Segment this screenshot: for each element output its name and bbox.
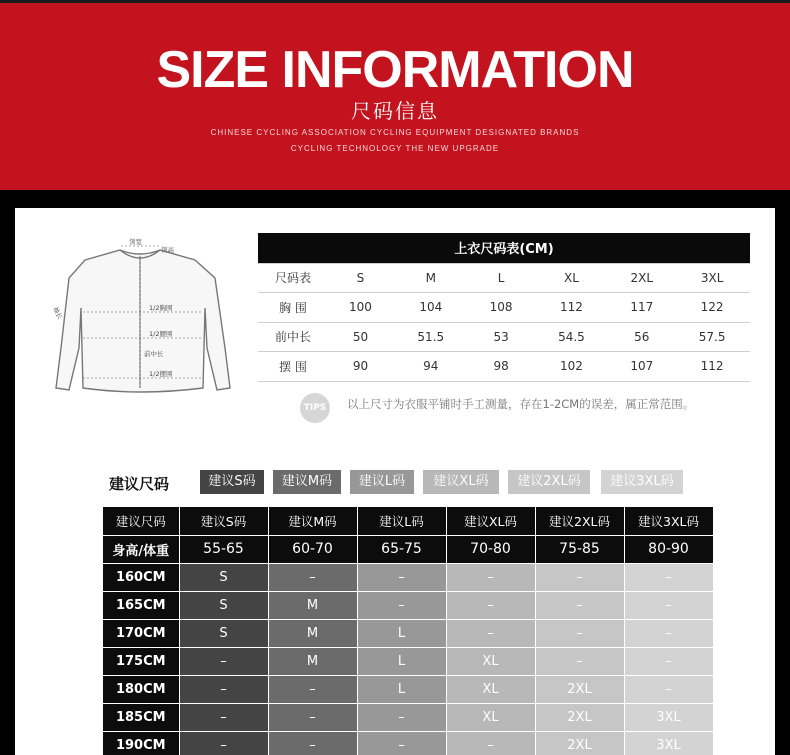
- top-table-header: 2XL: [609, 263, 674, 293]
- header-banner: [0, 0, 790, 190]
- recommend-cell: –: [535, 619, 624, 647]
- top-table-header: M: [393, 263, 469, 293]
- top-table-title: 上衣尺码表(CM): [258, 233, 750, 263]
- top-size-table: [258, 233, 750, 382]
- recommend-cell: –: [624, 591, 713, 619]
- top-table-cell: 90: [328, 352, 393, 382]
- top-table-cell: 117: [609, 293, 674, 323]
- top-table-cell: 54.5: [534, 322, 610, 352]
- tips-badge: TIPS: [300, 393, 330, 423]
- recommend-cell: S: [179, 591, 268, 619]
- top-table-header: S: [328, 263, 393, 293]
- jersey-label-collar: 领宽: [129, 238, 142, 246]
- top-table-cell: 102: [534, 352, 610, 382]
- top-table-row: [258, 352, 750, 382]
- recommend-weight-row: [103, 535, 713, 563]
- top-table-header: 尺码表: [258, 263, 328, 293]
- recommend-cell: –: [268, 675, 357, 703]
- recommend-title: 建议尺码: [109, 475, 170, 493]
- recommend-height-cell: 170CM: [103, 619, 179, 647]
- top-table-cell: 51.5: [393, 322, 469, 352]
- recommend-cell: –: [268, 563, 357, 591]
- recommend-table: [103, 507, 714, 755]
- chip-size-2xl: 建议2XL码: [508, 470, 590, 494]
- content-panel: [15, 208, 775, 755]
- chip-size-l: 建议L码: [350, 470, 414, 494]
- page-title: SIZE INFORMATION: [156, 41, 634, 99]
- top-table-cell: 53: [469, 322, 534, 352]
- recommend-cell: L: [357, 675, 446, 703]
- recommend-cell: 2XL: [535, 731, 624, 755]
- recommend-weight-cell: 80-90: [624, 535, 713, 563]
- top-table-cell: 前中长: [258, 322, 328, 352]
- recommend-cell: –: [268, 703, 357, 731]
- recommend-weight-cell: 70-80: [446, 535, 535, 563]
- recommend-height-cell: 165CM: [103, 591, 179, 619]
- header-tagline-1: CHINESE CYCLING ASSOCIATION CYCLING EQUIPMENT DESIGNATED BRANDS: [210, 128, 580, 137]
- recommend-cell: –: [446, 563, 535, 591]
- top-table-cell: 50: [328, 322, 393, 352]
- recommend-cell: S: [179, 563, 268, 591]
- top-table-header-row: [258, 263, 750, 293]
- recommend-height-cell: 180CM: [103, 675, 179, 703]
- jersey-label-sleeve: 袖长: [51, 305, 64, 321]
- recommend-cell: –: [179, 703, 268, 731]
- top-table-cell: 57.5: [674, 322, 750, 352]
- jersey-diagram: [25, 238, 255, 403]
- recommend-cell: XL: [446, 675, 535, 703]
- recommend-head-cell: 建议S码: [179, 507, 268, 535]
- recommend-head-cell: 建议L码: [357, 507, 446, 535]
- chip-size-s: 建议S码: [200, 470, 264, 494]
- tips-text: 以上尺寸为衣服平铺时手工测量，存在1-2CM的误差，属正常范围。: [347, 397, 695, 411]
- recommend-row: [103, 647, 713, 675]
- top-table-row: [258, 322, 750, 352]
- recommend-cell: –: [624, 619, 713, 647]
- recommend-cell: –: [624, 675, 713, 703]
- top-table-header: L: [469, 263, 534, 293]
- recommend-head-cell: 建议尺码: [103, 507, 179, 535]
- top-table-cell: 107: [609, 352, 674, 382]
- top-table-cell: 108: [469, 293, 534, 323]
- top-table-cell: 56: [609, 322, 674, 352]
- recommend-head-cell: 建议M码: [268, 507, 357, 535]
- recommend-weight-cell: 75-85: [535, 535, 624, 563]
- recommend-head-cell: 建议3XL码: [624, 507, 713, 535]
- recommend-height-cell: 185CM: [103, 703, 179, 731]
- recommend-cell: –: [624, 563, 713, 591]
- top-table-cell: 112: [534, 293, 610, 323]
- top-table-cell: 112: [674, 352, 750, 382]
- recommend-cell: –: [446, 591, 535, 619]
- top-table-cell: 胸 围: [258, 293, 328, 323]
- header-top-line: [0, 0, 790, 3]
- jersey-label-hem: 1/2摆围: [149, 370, 173, 378]
- recommend-cell: –: [446, 731, 535, 755]
- recommend-head-cell: 建议XL码: [446, 507, 535, 535]
- recommend-cell: M: [268, 591, 357, 619]
- jersey-label-collar-height: 领高: [161, 246, 174, 254]
- top-table-row: [258, 293, 750, 323]
- recommend-weight-cell: 身高/体重: [103, 535, 179, 563]
- recommend-cell: –: [179, 731, 268, 755]
- recommend-cell: L: [357, 647, 446, 675]
- recommend-cell: –: [535, 563, 624, 591]
- recommend-height-cell: 190CM: [103, 731, 179, 755]
- chip-size-xl: 建议XL码: [423, 470, 499, 494]
- top-table-cell: 104: [393, 293, 469, 323]
- page-subtitle-cn: 尺码信息: [351, 99, 439, 123]
- recommend-head-row: [103, 507, 713, 535]
- header-tagline-2: CYCLING TECHNOLOGY THE NEW UPGRADE: [290, 144, 500, 153]
- recommend-cell: –: [446, 619, 535, 647]
- recommend-cell: XL: [446, 647, 535, 675]
- recommend-weight-cell: 65-75: [357, 535, 446, 563]
- recommend-row: [103, 619, 713, 647]
- recommend-cell: –: [624, 647, 713, 675]
- recommend-height-cell: 160CM: [103, 563, 179, 591]
- jersey-label-front: 前中长: [144, 350, 164, 358]
- recommend-row: [103, 703, 713, 731]
- recommend-cell: XL: [446, 703, 535, 731]
- jersey-label-waist: 1/2腰围: [149, 330, 173, 338]
- recommend-cell: 2XL: [535, 675, 624, 703]
- recommend-cell: M: [268, 619, 357, 647]
- jersey-label-chest: 1/2胸围: [149, 304, 173, 312]
- recommend-cell: –: [535, 647, 624, 675]
- recommend-cell: 2XL: [535, 703, 624, 731]
- recommend-head-cell: 建议2XL码: [535, 507, 624, 535]
- recommend-cell: –: [268, 731, 357, 755]
- recommend-cell: M: [268, 647, 357, 675]
- recommend-cell: –: [179, 675, 268, 703]
- top-table-cell: 摆 围: [258, 352, 328, 382]
- recommend-height-cell: 175CM: [103, 647, 179, 675]
- recommend-cell: –: [357, 563, 446, 591]
- recommend-cell: S: [179, 619, 268, 647]
- recommend-cell: –: [357, 731, 446, 755]
- recommend-row: [103, 563, 713, 591]
- recommend-row: [103, 591, 713, 619]
- recommend-cell: L: [357, 619, 446, 647]
- top-table-cell: 122: [674, 293, 750, 323]
- recommend-cell: 3XL: [624, 731, 713, 755]
- recommend-cell: –: [179, 647, 268, 675]
- recommend-cell: –: [357, 591, 446, 619]
- recommend-cell: 3XL: [624, 703, 713, 731]
- chip-size-m: 建议M码: [273, 470, 341, 494]
- recommend-weight-cell: 60-70: [268, 535, 357, 563]
- recommend-row: [103, 675, 713, 703]
- top-table-cell: 98: [469, 352, 534, 382]
- chip-size-3xl: 建议3XL码: [601, 470, 683, 494]
- recommend-cell: –: [357, 703, 446, 731]
- recommend-row: [103, 731, 713, 755]
- top-table-cell: 94: [393, 352, 469, 382]
- recommend-cell: –: [535, 591, 624, 619]
- top-table-header: XL: [534, 263, 610, 293]
- recommend-weight-cell: 55-65: [179, 535, 268, 563]
- top-table-cell: 100: [328, 293, 393, 323]
- top-table-header: 3XL: [674, 263, 750, 293]
